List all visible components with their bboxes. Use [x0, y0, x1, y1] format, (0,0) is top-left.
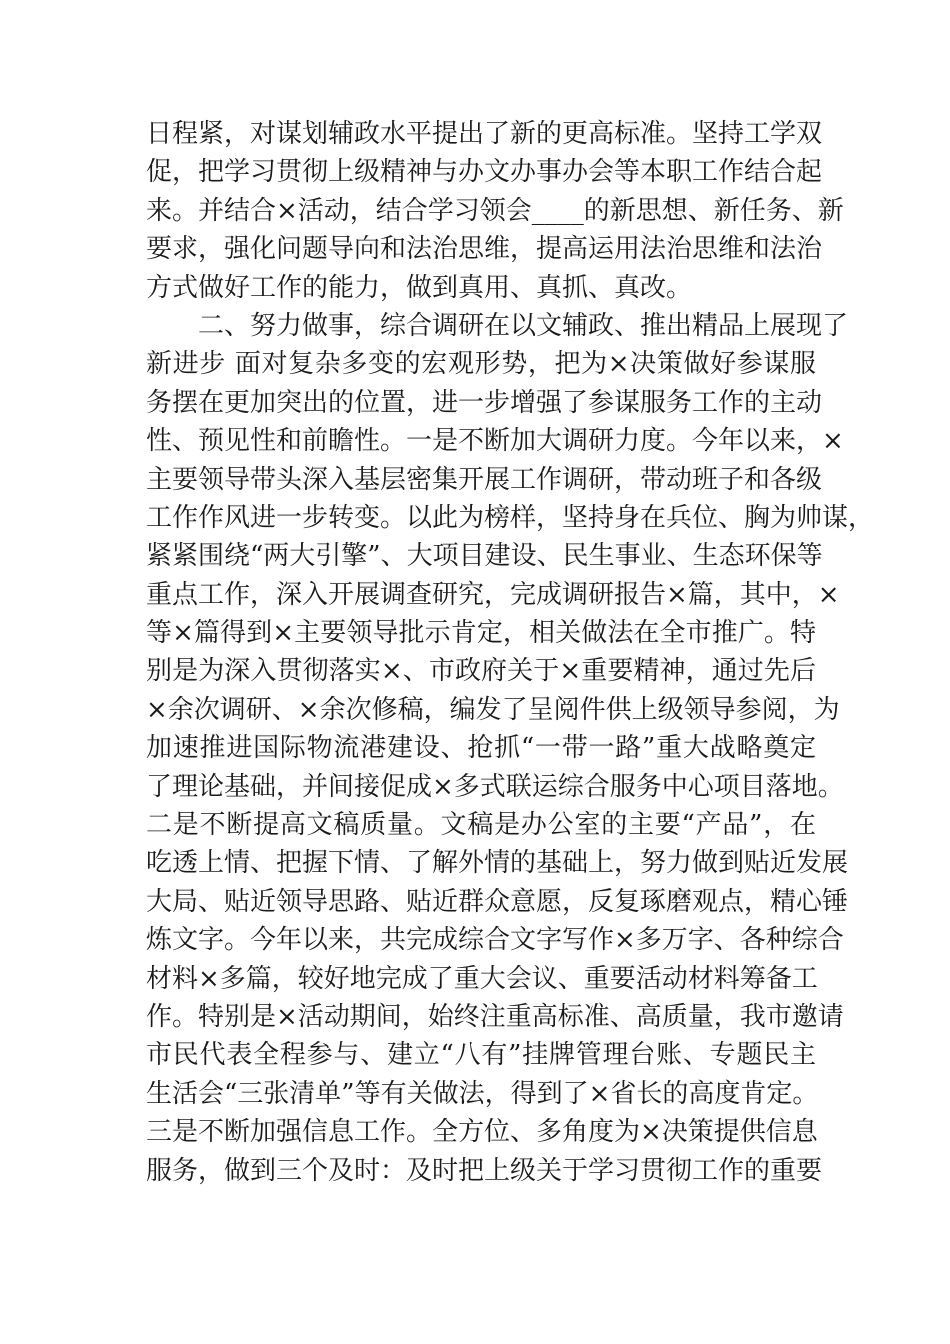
text-line: 新进步 面对复杂多变的宏观形势，把为×决策做好参谋服: [146, 349, 816, 380]
text-line: 紧紧围绕“两大引擎”、大项目建设、民生事业、生态环保等: [146, 541, 823, 572]
text-line: 加速推进国际物流港建设、抢抓“一带一路”重大战略奠定: [146, 733, 816, 764]
text-line: 来。并结合×活动，结合学习领会____的新思想、新任务、新: [146, 195, 844, 226]
text-line: 促，把学习贯彻上级精神与办文办事办会等本职工作结合起: [146, 157, 823, 188]
text-line: 主要领导带头深入基层密集开展工作调研，带动班子和各级: [146, 464, 823, 495]
text-line: 吃透上情、把握下情、了解外情的基础上，努力做到贴近发展: [146, 848, 849, 879]
text-line: 二是不断提高文稿质量。文稿是办公室的主要“产品”，在: [146, 810, 816, 841]
text-line: 等×篇得到×主要领导批示肯定，相关做法在全市推广。特: [146, 618, 816, 649]
text-line: 材料×多篇，较好地完成了重大会议、重要活动材料筹备工: [146, 963, 818, 994]
text-line: 要求，强化问题导向和法治思维，提高运用法治思维和法治: [146, 234, 823, 265]
text-line: 了理论基础，并间接促成×多式联运综合服务中心项目落地。: [146, 771, 844, 802]
text-line: 日程紧，对谋划辅政水平提出了新的更高标准。坚持工学双: [146, 119, 823, 149]
text-line: 方式做好工作的能力，做到真用、真抓、真改。: [146, 272, 693, 303]
text-line: 生活会“三张清单”等有关做法，得到了×省长的高度肯定。: [146, 1078, 819, 1109]
text-line: ×余次调研、×余次修稿，编发了呈阅件供上级领导参阅，为: [146, 694, 840, 725]
text-line: 重点工作，深入开展调查研究，完成调研报告×篇，其中，×: [146, 579, 840, 610]
text-line: 作。特别是×活动期间，始终注重高标准、高质量，我市邀请: [146, 1001, 844, 1032]
text-line: 工作作风进一步转变。以此为榜样，坚持身在兵位、胸为帅谋，: [146, 502, 875, 533]
text-line: 大局、贴近领导思路、贴近群众意愿，反复琢磨观点，精心锤: [146, 886, 849, 917]
document-body: [146, 115, 875, 1190]
text-line: 市民代表全程参与、建立“八有”挂牌管理台账、专题民主: [146, 1040, 816, 1071]
text-line: 三是不断加强信息工作。全方位、多角度为×决策提供信息: [146, 1117, 818, 1148]
text-line: 服务，做到三个及时：及时把上级关于学习贯彻工作的重要: [146, 1155, 823, 1186]
text-line: 炼文字。今年以来，共完成综合文字写作×多万字、各种综合: [146, 925, 844, 956]
text-line: 别是为深入贯彻落实×、市政府关于×重要精神，通过先后: [146, 656, 816, 687]
text-line: 务摆在更加突出的位置，进一步增强了参谋服务工作的主动: [146, 387, 823, 418]
section-heading-line: 二、努力做事，综合调研在以文辅政、推出精品上展现了: [198, 310, 849, 341]
text-line: 性、预见性和前瞻性。一是不断加大调研力度。今年以来，×: [146, 426, 844, 457]
